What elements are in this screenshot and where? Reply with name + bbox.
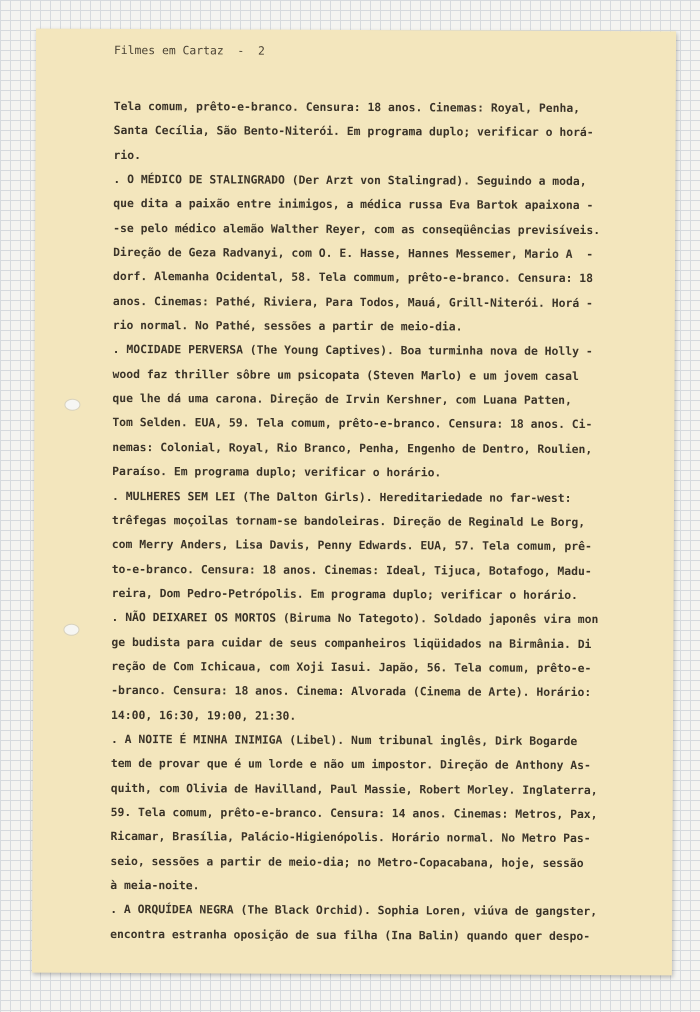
- text-line: . MOCIDADE PERVERSA (The Young Captives). Boa turminha nova de Holly -: [112, 342, 593, 359]
- document-body: [110, 94, 674, 948]
- binder-hole: [63, 624, 79, 636]
- text-line: Tom Selden. EUA, 59. Tela comum, prêto-e-branco. Censura: 18 anos. Ci-: [112, 415, 593, 432]
- text-line: 14:00, 16:30, 19:00, 21:30.: [111, 707, 297, 723]
- text-line: quith, com Olivia de Havilland, Paul Massie, Robert Morley. Inglaterra,: [110, 780, 598, 797]
- text-line: trêfegas moçoilas tornam-se bandoleiras. Direção de Reginald Le Borg,: [111, 512, 586, 529]
- text-line: Tela comum, prêto-e-branco. Censura: 18 anos. Cinemas: Royal, Penha,: [113, 98, 581, 115]
- text-line: . A NOITE É MINHA INIMIGA (Libel). Num tribunal inglês, Dirk Bogarde: [110, 731, 578, 748]
- text-line: encontra estranha oposição de sua filha (Ina Balin) quando quer despo-: [110, 926, 591, 943]
- text-line: tem de provar que é um lorde e não um impostor. Direção de Anthony As-: [110, 756, 591, 773]
- text-line: . A ORQUÍDEA NEGRA (The Black Orchid). Sophia Loren, viúva de gangster,: [110, 902, 598, 919]
- page-header: Filmes em Cartaz - 2: [113, 42, 265, 58]
- text-line: Direção de Geza Radvanyi, com O. E. Hasse, Hannes Messemer, Mario A -: [113, 245, 594, 262]
- text-line: Santa Cecília, São Bento-Niterói. Em programa duplo; verificar o horá-: [113, 123, 594, 140]
- text-line: wood faz thriller sôbre um psicopata (Steven Marlo) e um jovem casal: [112, 366, 579, 383]
- text-line: -se pelo médico alemão Walther Reyer, com as conseqüências previsíveis.: [113, 220, 601, 237]
- text-line: . O MÉDICO DE STALINGRADO (Der Arzt von Stalingrad). Seguindo a moda,: [113, 171, 587, 189]
- text-line: rio.: [113, 147, 141, 162]
- text-line: . NÃO DEIXAREI OS MORTOS (Biruma No Tategoto). Soldado japonês vira mon: [111, 610, 599, 627]
- text-line: que dita a paixão entre inimigos, a médica russa Eva Bartok apaixona -: [113, 196, 594, 213]
- text-line: seio, sessões a partir de meio-dia; no Metro-Copacabana, hoje, sessão: [110, 853, 584, 870]
- text-line: à meia-noite.: [110, 877, 200, 893]
- text-line: Paraíso. Em programa duplo; verificar o horário.: [112, 464, 442, 480]
- text-line: dorf. Alemanha Ocidental, 58. Tela commum, prêto-e-branco. Censura: 18: [112, 269, 594, 286]
- text-line: . MULHERES SEM LEI (The Dalton Girls). Hereditariedade no far-west:: [111, 488, 572, 505]
- text-line: que lhe dá uma carona. Direção de Irvin Kershner, com Luana Patten,: [112, 391, 572, 408]
- text-line: to-e-branco. Censura: 18 anos. Cinemas: Ideal, Tijuca, Botafogo, Madu-: [111, 561, 592, 578]
- text-line: ge budista para cuidar de seus companheiros liqüidados na Birmânia. Di: [111, 634, 592, 651]
- text-line: reção de Com Ichicaua, com Xoji Iasui. Japão, 56. Tela comum, prêto-e-: [111, 658, 592, 675]
- text-line: rio normal. No Pathé, sessões a partir de meio-dia.: [112, 318, 463, 334]
- text-line: nemas: Colonial, Royal, Rio Branco, Penha, Engenho de Dentro, Roulien,: [112, 439, 593, 456]
- text-line: -branco. Censura: 18 anos. Cinema: Alvorada (Cinema de Arte). Horário:: [111, 683, 592, 700]
- text-line: 59. Tela comum, prêto-e-branco. Censura: 14 anos. Cinemas: Metros, Pax,: [110, 804, 598, 822]
- text-line: com Merry Anders, Lisa Davis, Penny Edwards. EUA, 57. Tela comum, prê-: [111, 537, 592, 554]
- typewritten-page: [32, 29, 676, 976]
- text-line: anos. Cinemas: Pathé, Riviera, Para Todos, Mauá, Grill-Niterói. Horá -: [112, 293, 593, 310]
- binder-hole: [64, 399, 80, 411]
- text-line: reira, Dom Pedro-Petrópolis. Em programa duplo; verificar o horário.: [111, 585, 578, 602]
- text-line: Ricamar, Brasília, Palácio-Higienópolis. Horário normal. No Metro Pas-: [110, 829, 591, 846]
